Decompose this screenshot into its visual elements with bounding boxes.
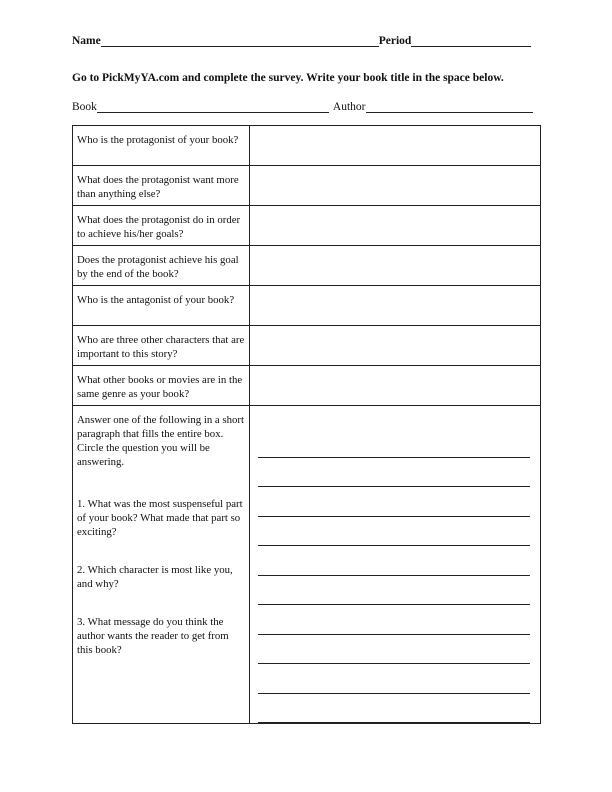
answer-cell[interactable] <box>250 126 541 166</box>
answer-cell[interactable] <box>250 206 541 246</box>
question-cell: What does the protagonist want more than anything else? <box>73 166 250 206</box>
question-cell: Who is the protagonist of your book? <box>73 126 250 166</box>
prompt-option: 1. What was the most suspenseful part of your book? What made that part so exciting? <box>77 498 243 538</box>
table-row <box>73 166 541 206</box>
table-row <box>73 126 541 166</box>
paragraph-intro: Answer one of the following in a short paragraph that fills the entire box. Circle the question you will be answering. <box>77 414 245 468</box>
answer-line[interactable] <box>258 576 530 606</box>
answer-line[interactable] <box>258 664 530 694</box>
question-table <box>72 125 541 724</box>
answer-cell[interactable] <box>250 286 541 326</box>
period-field[interactable] <box>411 34 531 47</box>
answer-line[interactable] <box>258 546 530 576</box>
table-row <box>73 366 541 406</box>
question-cell: Does the protagonist achieve his goal by the end of the book? <box>73 246 250 286</box>
answer-line[interactable] <box>258 635 530 665</box>
paragraph-answer-cell[interactable] <box>250 406 541 724</box>
answer-cell[interactable] <box>250 326 541 366</box>
table-row <box>73 286 541 326</box>
table-row <box>73 246 541 286</box>
question-cell: What other books or movies are in the same genre as your book? <box>73 366 250 406</box>
answer-cell[interactable] <box>250 366 541 406</box>
table-row <box>73 326 541 366</box>
answer-line[interactable] <box>258 694 530 724</box>
question-cell: Who are three other characters that are important to this story? <box>73 326 250 366</box>
answer-lines <box>250 406 540 723</box>
answer-line[interactable] <box>258 428 530 458</box>
answer-cell[interactable] <box>250 166 541 206</box>
instructions: Go to PickMyYA.com and complete the survey. Write your book title in the space below. <box>72 72 504 84</box>
prompt-option: 2. Which character is most like you, and why? <box>77 564 233 590</box>
period-label: Period <box>378 35 412 47</box>
author-field[interactable] <box>366 100 533 113</box>
name-field[interactable] <box>101 34 379 47</box>
question-cell: Who is the antagonist of your book? <box>73 286 250 326</box>
answer-line[interactable] <box>258 605 530 635</box>
answer-line[interactable] <box>258 487 530 517</box>
paragraph-row <box>73 406 541 724</box>
name-period-line <box>72 34 531 47</box>
answer-line[interactable] <box>258 458 530 488</box>
question-cell: What does the protagonist do in order to achieve his/her goals? <box>73 206 250 246</box>
author-label: Author <box>332 101 366 113</box>
name-label: Name <box>72 35 101 47</box>
book-author-line <box>72 100 533 113</box>
table-row <box>73 206 541 246</box>
book-title-field[interactable] <box>97 100 329 113</box>
book-label: Book <box>72 101 97 113</box>
prompt-option: 3. What message do you think the author wants the reader to get from this book? <box>77 616 229 656</box>
answer-line[interactable] <box>258 517 530 547</box>
paragraph-prompt-cell <box>73 406 250 724</box>
answer-cell[interactable] <box>250 246 541 286</box>
